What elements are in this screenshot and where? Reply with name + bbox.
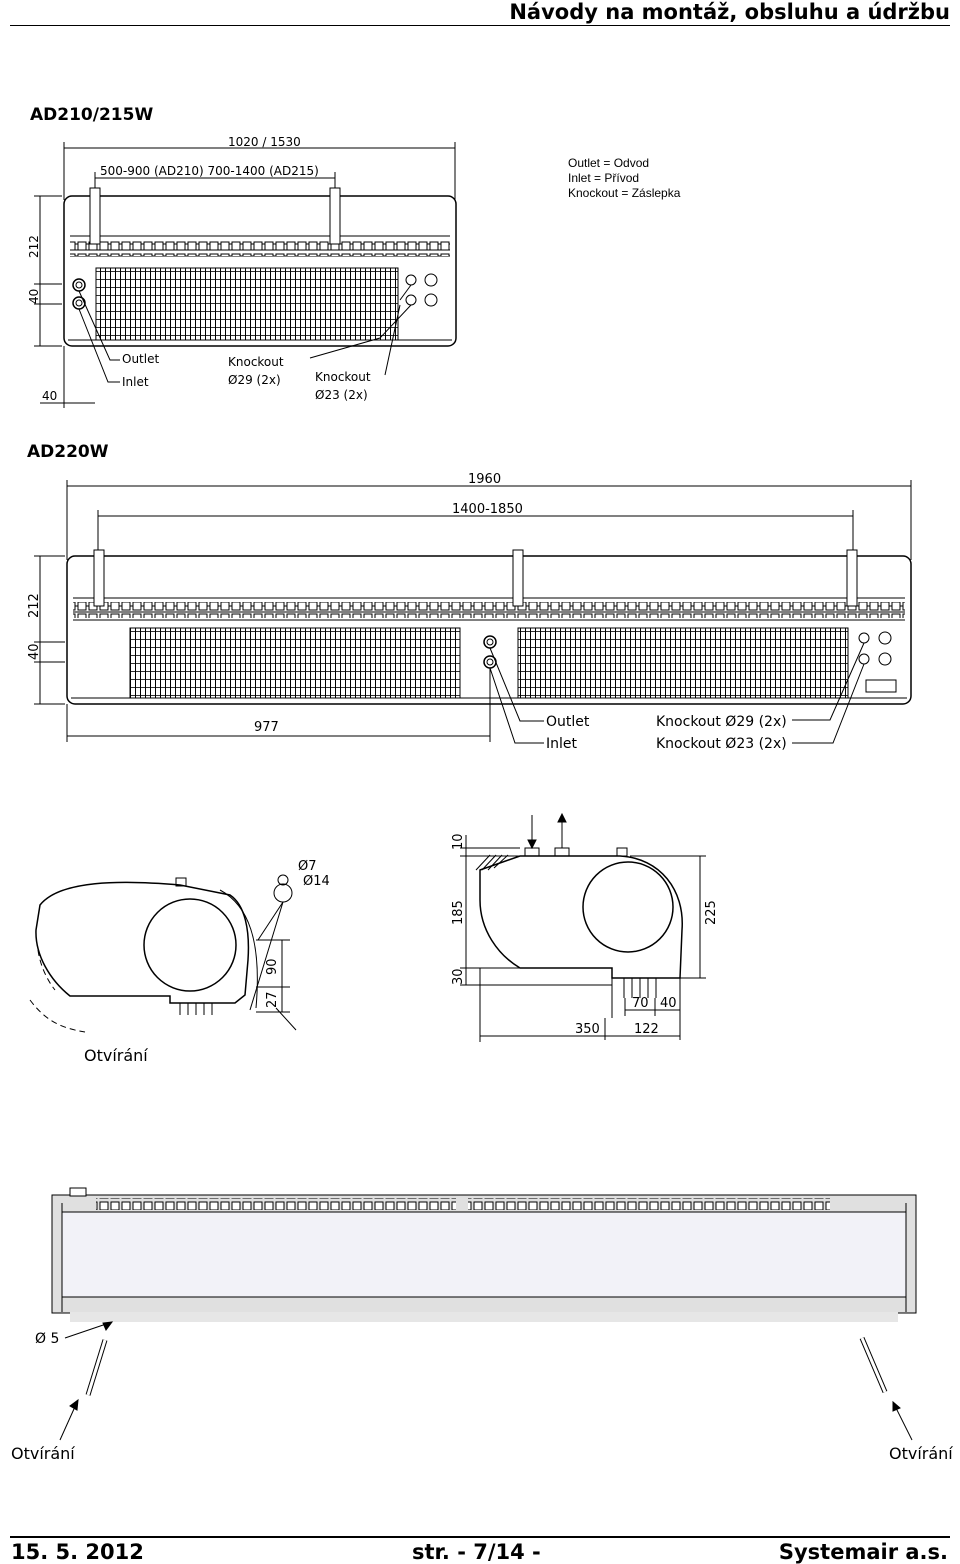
label-opening-side: Otvírání: [84, 1046, 148, 1065]
legend-knockout: Knockout = Záslepka: [568, 186, 681, 200]
dim-70: 70: [632, 996, 649, 1011]
dim-350: 350: [575, 1022, 600, 1037]
drawing-ad220w: [27, 442, 911, 752]
label-outlet-ad220: Outlet: [546, 714, 590, 730]
dim-mount-ad210: 500-900 (AD210) 700-1400 (AD215): [100, 164, 319, 178]
dim-10: 10: [451, 833, 466, 850]
label-knockout29-a-ad210: Knockout: [228, 355, 284, 369]
model-title-ad210: AD210/215W: [30, 105, 154, 125]
bottom-view: [35, 1188, 916, 1440]
dim-122: 122: [634, 1022, 659, 1037]
page-header-title: Návody na montáž, obsluhu a údržbu: [509, 0, 950, 24]
label-outlet-ad210: Outlet: [122, 352, 160, 366]
label-knockout29-b-ad210: Ø29 (2x): [228, 373, 281, 387]
label-knockout29-ad220: Knockout Ø29 (2x): [656, 714, 787, 730]
footer-rule: [10, 1536, 950, 1538]
label-opening-left: Otvírání: [11, 1444, 75, 1463]
side-view-dimensions: [451, 814, 719, 1042]
dim-40-h-ad210: 40: [42, 389, 58, 403]
dim-1400-1850: 1400-1850: [452, 502, 523, 517]
dim-30: 30: [451, 968, 466, 985]
dim-977: 977: [254, 720, 279, 735]
dim-212-ad210: 212: [27, 235, 41, 258]
legend-outlet: Outlet = Odvod: [568, 156, 650, 170]
dim-d7: Ø7: [298, 859, 317, 874]
dim-40-v-ad210: 40: [27, 288, 41, 304]
label-inlet-ad210: Inlet: [122, 375, 149, 389]
footer-date: 15. 5. 2012: [11, 1540, 144, 1564]
side-view-opening: [30, 859, 330, 1032]
dim-40-ad220: 40: [27, 643, 42, 660]
footer-page-number: str. - 7/14 -: [412, 1540, 541, 1564]
label-knockout23-b-ad210: Ø23 (2x): [315, 388, 368, 402]
dim-225: 225: [704, 900, 719, 925]
legend-inlet: Inlet = Přívod: [568, 171, 640, 185]
dim-90: 90: [265, 958, 280, 975]
label-opening-right: Otvírání: [889, 1444, 953, 1463]
dim-1960: 1960: [468, 472, 502, 487]
label-inlet-ad220: Inlet: [546, 736, 577, 752]
drawing-ad210-215w: [27, 105, 456, 408]
label-knockout23-ad220: Knockout Ø23 (2x): [656, 736, 787, 752]
model-title-ad220: AD220W: [27, 442, 109, 462]
dim-185: 185: [451, 900, 466, 925]
dim-d14: Ø14: [303, 874, 330, 889]
dim-40-side: 40: [660, 996, 677, 1011]
label-knockout23-a-ad210: Knockout: [315, 370, 371, 384]
dim-212-ad220: 212: [27, 593, 42, 618]
dim-1020-1530: 1020 / 1530: [228, 135, 301, 149]
dim-27: 27: [265, 991, 280, 1008]
footer-company: Systemair a.s.: [778, 1540, 948, 1564]
dim-d5: Ø 5: [35, 1331, 60, 1347]
